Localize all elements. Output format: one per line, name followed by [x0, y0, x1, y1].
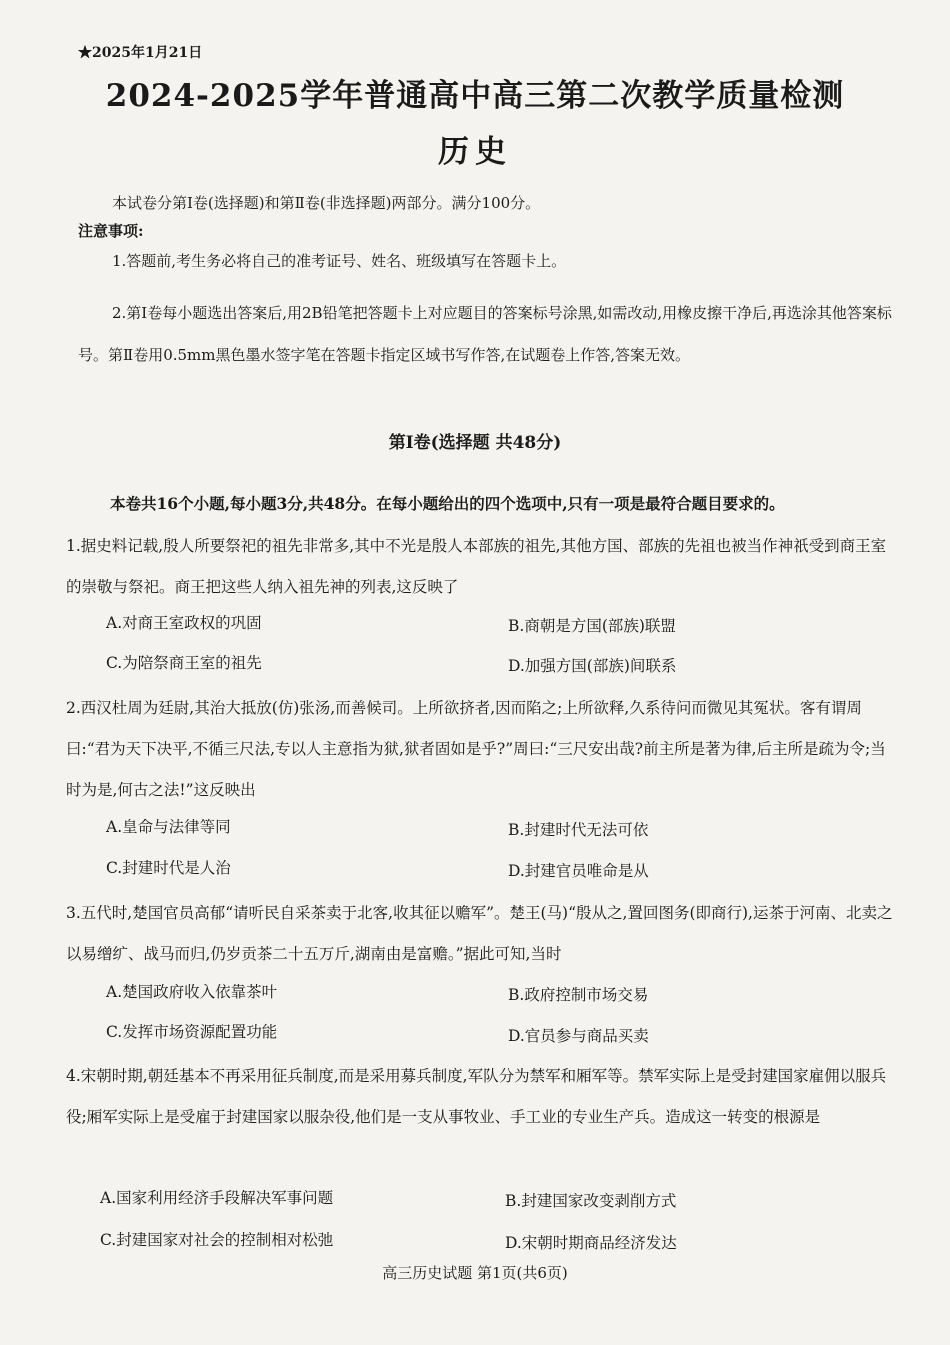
question-1-option-b: B.商朝是方国(部族)联盟 [508, 617, 676, 635]
question-2-option-c: C.封建时代是人治 [106, 859, 231, 877]
notice-item-1: 1.答题前,考生务必将自己的准考证号、姓名、班级填写在答题卡上。 [112, 252, 567, 270]
question-1-option-c: C.为陪祭商王室的祖先 [106, 654, 262, 672]
section-instruction: 本卷共16个小题,每小题3分,共48分。在每小题给出的四个选项中,只有一项是最符合题目要求的。 [110, 494, 785, 513]
question-4-option-d: D.宋朝时期商品经济发达 [505, 1234, 677, 1252]
question-1-stem: 1.据史料记载,殷人所要祭祀的祖先非常多,其中不光是殷人本部族的祖先,其他方国、部族的先祖也被当作神祇受到商王室的崇敬与祭祀。商王把这些人纳入祖先神的列表,这反映了 [66, 537, 887, 596]
question-2-stem: 2.西汉杜周为廷尉,其治大抵放(仿)张汤,而善候司。上所欲挤者,因而陷之;上所欲释,久系待问而微见其冤状。客有谓周曰:“君为天下决平,不循三尺法,专以人主意指为狱,狱者固如是乎?”周曰:“三尺安出哉?前主所是著为律,后主所是疏为令;当时为是,何古之法!”这反映出 [66, 699, 886, 799]
question-4-option-b: B.封建国家改变剥削方式 [505, 1192, 677, 1210]
exam-title: 2024-2025学年普通高中高三第二次教学质量检测 [105, 78, 845, 114]
question-4-option-c: C.封建国家对社会的控制相对松弛 [100, 1231, 334, 1249]
question-4-option-a: A.国家利用经济手段解决军事问题 [100, 1189, 334, 1207]
question-3-option-d: D.官员参与商品买卖 [508, 1027, 649, 1045]
question-3-option-b: B.政府控制市场交易 [508, 986, 649, 1004]
question-1-option-d: D.加强方国(部族)间联系 [508, 657, 677, 675]
exam-subject: 历史 [438, 134, 512, 170]
question-3-option-c: C.发挥市场资源配置功能 [106, 1023, 278, 1041]
notice-item-2: 2.第Ⅰ卷每小题选出答案后,用2B铅笔把答题卡上对应题目的答案标号涂黑,如需改动,用橡皮擦干净后,再选涂其他答案标号。第Ⅱ卷用0.5mm黑色墨水签字笔在答题卡指定区域书写作答,在试题卷上作答,答案无效。 [78, 304, 892, 364]
notice-heading: 注意事项: [78, 222, 144, 240]
section-title: 第Ⅰ卷(选择题 共48分) [388, 433, 562, 453]
exam-intro: 本试卷分第Ⅰ卷(选择题)和第Ⅱ卷(非选择题)两部分。满分100分。 [112, 194, 541, 212]
question-2-option-a: A.皇命与法律等同 [106, 818, 231, 836]
question-3-stem: 3.五代时,楚国官员高郁“请听民自采茶卖于北客,收其征以赡军”。楚王(马)“殷从之,置回图务(即商行),运茶于河南、北卖之以易缯纩、战马而归,仍岁贡茶二十五万斤,湖南由是富赡。”据此可知,当时 [66, 904, 893, 963]
exam-date: ★2025年1月21日 [78, 45, 203, 61]
page-footer: 高三历史试题 第1页(共6页) [382, 1264, 568, 1282]
question-1-option-a: A.对商王室政权的巩固 [106, 614, 262, 632]
question-3-option-a: A.楚国政府收入依靠茶叶 [106, 983, 278, 1001]
question-2-option-b: B.封建时代无法可依 [508, 821, 649, 839]
question-4-stem: 4.宋朝时期,朝廷基本不再采用征兵制度,而是采用募兵制度,军队分为禁军和厢军等。禁军实际上是受封建国家雇佣以服兵役;厢军实际上是受雇于封建国家以服杂役,他们是一支从事牧业、手工业的专业生产兵。造成这一转变的根源是 [66, 1067, 887, 1126]
question-2-option-d: D.封建官员唯命是从 [508, 862, 649, 880]
